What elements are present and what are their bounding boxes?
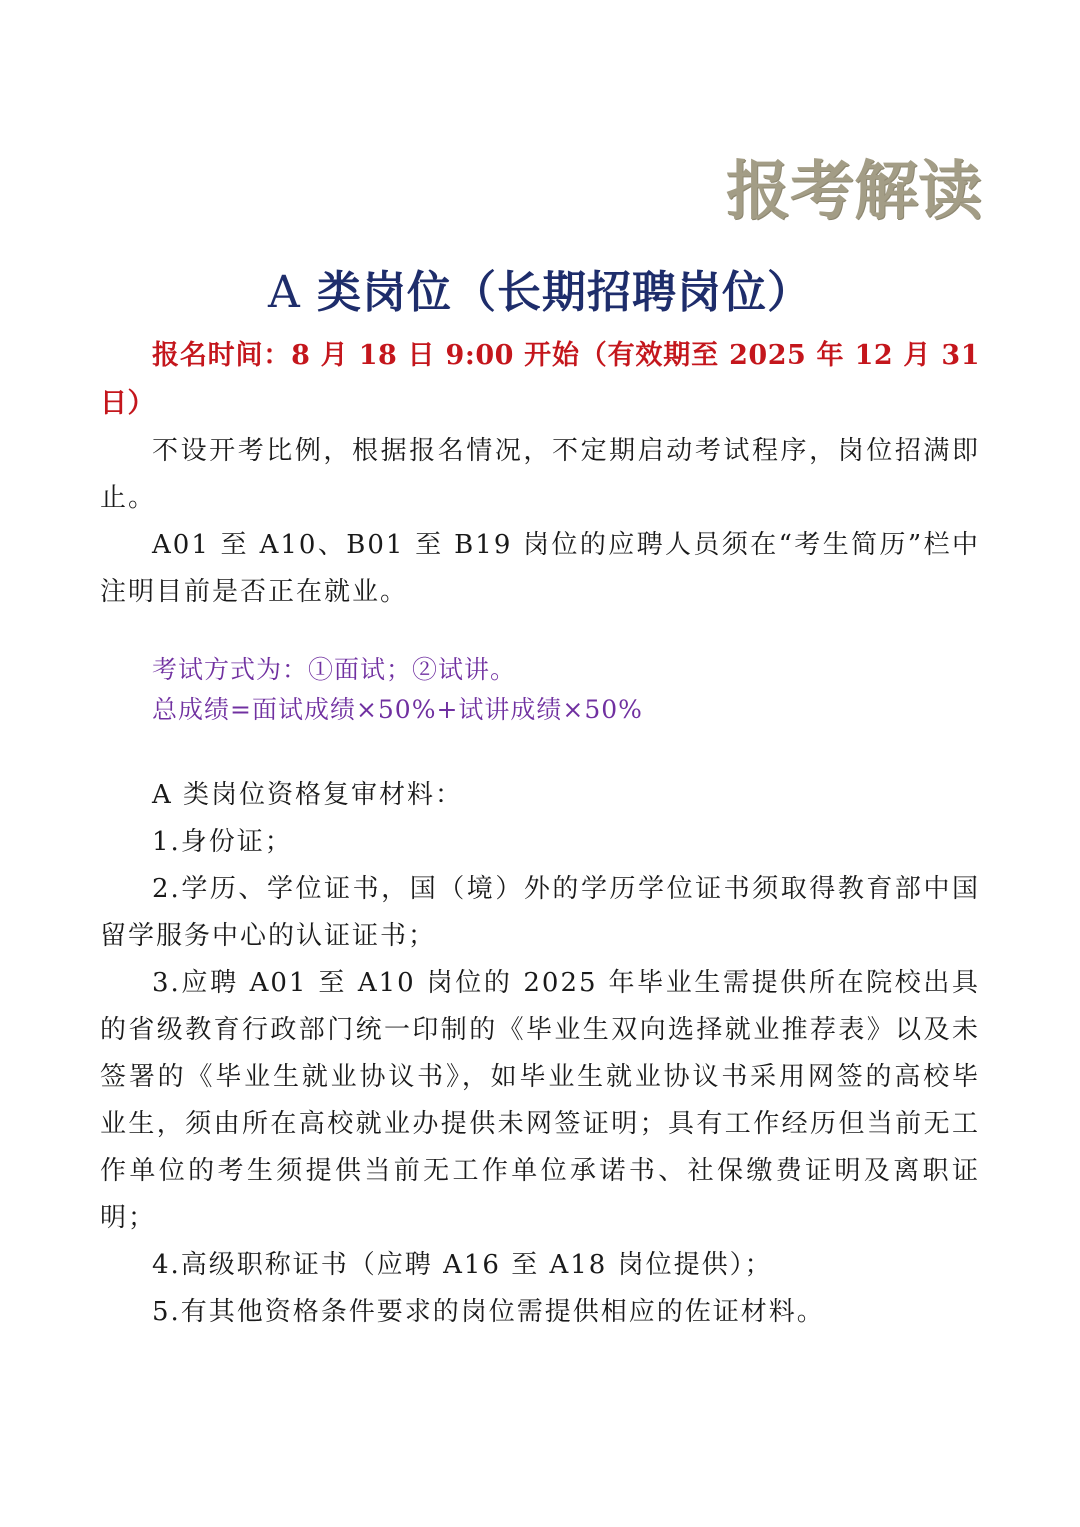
material-item-3: 3.应聘 A01 至 A10 岗位的 2025 年毕业生需提供所在院校出具的省级教育行政部门统一印制的《毕业生双向选择就业推荐表》以及未签署的《毕业生就业协议书》，如毕业生就业协议书采用网签的高校毕业生，须由所在高校就业办提供未网签证明；具有工作经历但当前无工作单位的考生须提供当前无工作单位承诺书、社保缴费证明及离职证明；	[100, 968, 980, 1233]
paragraph-no-ratio: 不设开考比例，根据报名情况，不定期启动考试程序，岗位招满即止。	[100, 436, 980, 513]
registration-time: 报名时间：8 月 18 日 9:00 开始（有效期至 2025 年 12 月 31 日）	[100, 340, 980, 419]
document-body	[100, 332, 980, 1336]
material-item-5: 5.有其他资格条件要求的岗位需提供相应的佐证材料。	[152, 1297, 825, 1327]
paragraph-employment-note: A01 至 A10、B01 至 B19 岗位的应聘人员须在“考生简历”栏中注明目前是否正在就业。	[100, 530, 980, 607]
title-prefix: A	[267, 267, 301, 318]
brand-heading: 报考解读	[726, 154, 982, 229]
material-item-1: 1.身份证；	[152, 827, 293, 857]
exam-formula: 总成绩=面试成绩×50%+试讲成绩×50%	[152, 695, 643, 724]
exam-method: 考试方式为：①面试；②试讲。	[152, 655, 517, 684]
page-title	[0, 256, 1080, 320]
title-main: 类岗位（长期招聘岗位）	[300, 267, 813, 318]
materials-heading: A 类岗位资格复审材料：	[152, 780, 464, 810]
material-item-2: 2.学历、学位证书，国（境）外的学历学位证书须取得教育部中国留学服务中心的认证证书；	[100, 874, 980, 951]
material-item-4: 4.高级职称证书（应聘 A16 至 A18 岗位提供）；	[152, 1250, 773, 1280]
